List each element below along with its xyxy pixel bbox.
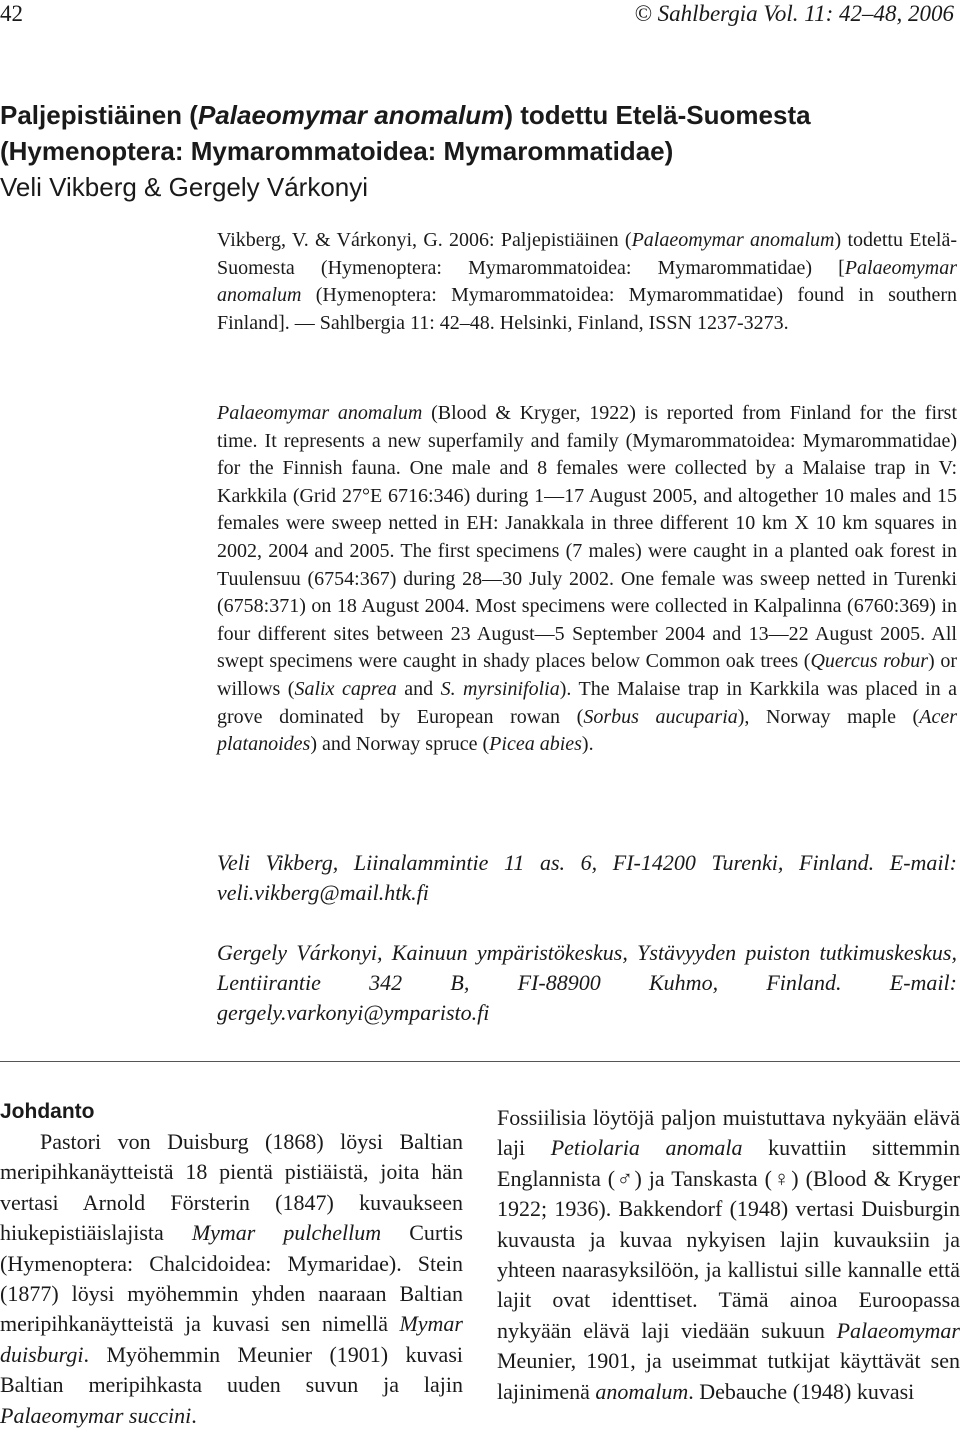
section-divider: [0, 1061, 960, 1062]
author-address-varkonyi: Gergely Várkonyi, Kainuun ympäristökeskus, Ystävyyden puiston tutkimuskeskus, Lentiirantie 342 B, FI-88900 Kuhmo, Finland. E-mail: gergely.varkonyi@ymparisto.fi: [217, 940, 957, 1025]
abstract-text: ).: [581, 733, 594, 756]
abstract-species: Quercus robur: [810, 650, 928, 673]
ref-text: Vikberg, V. & Várkonyi, G. 2006: Paljepistiäinen (: [217, 229, 632, 251]
abstract-species: Salix caprea: [294, 677, 397, 700]
abstract-species: Palaeomymar anomalum: [217, 402, 423, 424]
page-number: 42: [0, 1, 23, 26]
body-column-right: [497, 1103, 960, 1407]
body-species: Mymar duisburgi: [0, 1311, 463, 1367]
abstract-species: Picea abies: [489, 733, 582, 756]
article-authors: Veli Vikberg & Gergely Várkonyi: [0, 172, 369, 202]
ref-text: (Hymenoptera: Mymarommatoidea: Mymarommatidae) found in southern Finland]. — Sahlbergia 11: 42–48. Helsinki, Finland, ISSN 1237-3273.: [217, 284, 957, 334]
ref-species: Palaeomymar anomalum: [217, 256, 957, 307]
abstract-text: ). The Malaise trap in Karkkila was placed in a grove dominated by European rowan (: [217, 677, 957, 728]
abstract-text: (Blood & Kryger, 1922) is reported from Finland for the first time. It represents a new superfamily and family (Mymarommatoidea: Mymarommatidae) for the Finnish fauna. One male and 8 females were collected by a Malaise trap in V: Karkkila (Grid 27°E 6716:346) during 1—17 August 2005, and altogether 10 males and 15 females were sweep netted in EH: Janakkala in three different 10 km X 10 km squares in 2002, 2004 and 2005. The first specimens (7 males) were caught in a planted oak forest in Tuulensuu (6754:367) during 28—30 July 2002. One female was sweep netted in Turenki (6758:371) on 18 August 2004. Most specimens were collected in Kalpalinna (6760:369) in four different sites between 23 August—5 September 2004 and 13—22 August 2005. All swept specimens were caught in shady places below Common oak trees (: [217, 402, 957, 673]
body-text: kuvattiin sittemmin Englannista (♂) ja Tanskasta (♀) (Blood & Kryger 1922; 1936). Bakkendorf (1948) vertasi Duisburgin kuvausta ja kuvaa nykyisen lajin kuvauksiin ja yhteen naarasyksilöön, ja kallistui sille kannalle että lajit ovat identtiset. Tämä ainoa Euroopassa nykyään elävä laji viedään sukuun: [497, 1135, 960, 1343]
ref-text: ) todettu Etelä-Suomesta (Hymenoptera: Mymarommatoidea: Mymarommatidae) [: [217, 229, 958, 279]
article-title: [0, 97, 955, 169]
title-text: Paljepistiäinen (: [0, 100, 198, 130]
body-species: anomalum: [595, 1378, 689, 1404]
abstract-species: S. myrsinifolia: [440, 677, 560, 700]
body-text: Meunier, 1901, ja useimmat tutkijat käyttävät sen lajinimenä: [497, 1348, 960, 1404]
abstract-species: Acer platanoides: [217, 705, 957, 756]
body-species: Petiolaria anomala: [550, 1135, 743, 1161]
body-text: Curtis (Hymenoptera: Chalcidoidea: Mymaridae). Stein (1877) löysi myöhemmin yhden naaraan Baltian meripihkanäytteistä ja kuvasi sen nimellä: [0, 1220, 463, 1337]
abstract-text: ) and Norway spruce (: [310, 733, 490, 756]
abstract-text: and: [396, 677, 441, 700]
body-text: Fossiilisia löytöjä paljon muistuttava nykyään elävä laji: [497, 1105, 960, 1161]
title-species: Palaeomymar anomalum: [197, 100, 505, 130]
body-column-left: [0, 1097, 463, 1431]
bibliographic-reference: [217, 227, 957, 337]
body-species: Palaeomymar: [836, 1317, 960, 1343]
section-heading: Johdanto: [0, 1100, 95, 1123]
abstract-text: ), Norway maple (: [737, 705, 920, 728]
journal-citation: © Sahlbergia Vol. 11: 42–48, 2006: [634, 1, 954, 26]
body-paragraph: [497, 1103, 960, 1407]
ref-species: Palaeomymar anomalum: [631, 229, 835, 251]
body-text: . Debauche (1948) kuvasi: [688, 1378, 915, 1404]
abstract: [217, 400, 957, 759]
body-species: Mymar pulchellum: [191, 1220, 382, 1246]
article-title-block: [0, 97, 955, 205]
body-text: . Myöhemmin Meunier (1901) kuvasi Baltian meripihkasta uuden suvun ja lajin: [0, 1341, 463, 1398]
body-text: Pastori von Duisburg (1868) löysi Baltian meripihkanäytteistä 18 pientä pistiäistä, joita hän vertasi Arnold Försterin (1847) kuvaukseen hiukepistiäislajista: [0, 1129, 463, 1246]
abstract-text: ) or willows (: [217, 650, 957, 700]
body-species: Palaeomymar succini: [0, 1402, 192, 1428]
abstract-species: Sorbus aucuparia: [583, 705, 738, 728]
author-address-vikberg: Veli Vikberg, Liinalammintie 11 as. 6, FI-14200 Turenki, Finland. E-mail: veli.vikberg@mail.htk.fi: [217, 850, 957, 905]
body-text: .: [191, 1402, 197, 1428]
title-text: ) todettu Etelä-Suomesta (Hymenoptera: Mymarommatoidea: Mymarommatidae): [0, 100, 811, 166]
body-paragraph: [0, 1127, 463, 1431]
